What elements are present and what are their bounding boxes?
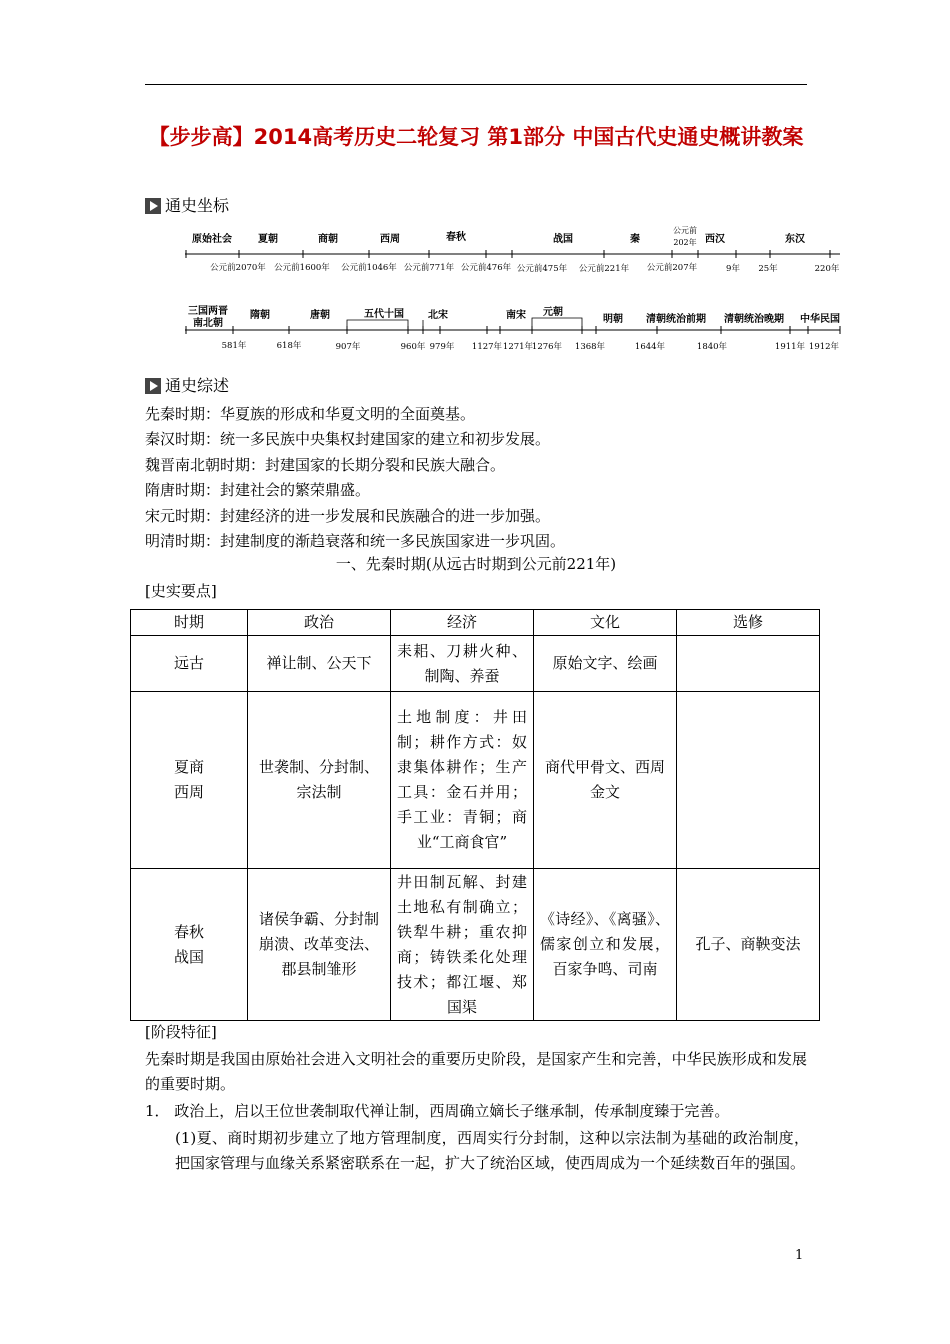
tl2-label-tang: 唐朝	[310, 310, 330, 321]
tl1-label-qin: 秦	[630, 234, 640, 245]
timeline-figure	[0, 0, 950, 360]
period-line: 夏商	[173, 758, 204, 776]
tl2-label-sanguo: 三国两晋	[188, 306, 228, 317]
document-title: 【步步高】2014高考历史二轮复习 第1部分 中国古代史通史概讲教案	[148, 125, 804, 149]
tl2-date-979: 979年	[429, 342, 455, 352]
header-cell: 时期	[131, 610, 248, 636]
header-cell: 文化	[534, 610, 677, 636]
page-number: 1	[795, 1248, 804, 1263]
politics-cell: 诸侯争霸、分封制崩溃、改革变法、郡县制雏形	[248, 869, 391, 1021]
economy-cell: 井田制瓦解、封建土地私有制确立；铁犁牛耕；重农抑商；铸铁柔化处理技术；都江堰、郑国渠	[391, 869, 534, 1021]
tl2-date-1840: 1840年	[696, 342, 728, 352]
tl1-label-shang: 商朝	[318, 234, 338, 245]
tl1-date-1600: 公元前1600年	[274, 263, 330, 273]
tl2-label-qing-early: 清朝统治前期	[646, 314, 706, 325]
period-cell	[131, 692, 248, 869]
point-1-sub: (1)夏、商时期初步建立了地方管理制度，西周实行分封制，这种以宗法制为基础的政治制度，把国家管理与血缘关系紧密联系在一起，扩大了统治区域，使西周成为一个延续数百年的强国。	[175, 1129, 809, 1172]
tl2-label-beisong: 北宋	[428, 310, 448, 321]
elective-cell	[677, 636, 820, 692]
economy-cell: 土地制度：井田制；耕作方式：奴隶集体耕作；生产工具：金石并用；手工业：青铜；商业“工商食官”	[391, 692, 534, 869]
tl2-date-1127: 1127年	[471, 342, 503, 352]
tl1-label-xia: 夏朝	[258, 234, 278, 245]
point-1: 1． 政治上，启以王位世袭制取代禅让制，西周确立嫡长子继承制，传承制度臻于完善。	[145, 1102, 730, 1120]
facts-table	[130, 609, 820, 1021]
overview-line: 魏晋南北朝时期：封建国家的长期分裂和民族大融合。	[145, 455, 506, 474]
tl1-date-9: 9年	[726, 264, 740, 274]
tl2-date-1911: 1911年	[774, 342, 806, 352]
culture-cell: 《诗经》、《离骚》、儒家创立和发展，百家争鸣、司南	[534, 869, 677, 1021]
section-heading-overview	[145, 376, 229, 396]
table-row	[131, 869, 820, 1021]
period-cell	[131, 869, 248, 1021]
tl2-label-wudai: 五代十国	[364, 309, 404, 320]
section-title: 一、先秦时期(从远古时期到公元前221年)	[335, 555, 617, 573]
tl1-label-yuanshi: 原始社会	[192, 234, 232, 245]
overview-heading: 通史综述	[165, 376, 230, 395]
tl1-date-220: 220年	[814, 264, 840, 274]
tl2-date-1644: 1644年	[634, 342, 666, 352]
tl2-date-1271: 1271年	[502, 342, 534, 352]
tl2-label-nansong: 南宋	[506, 310, 526, 321]
header-cell: 政治	[248, 610, 391, 636]
tl1-date-475: 公元前475年	[516, 264, 568, 274]
tl1-date-476: 公元前476年	[460, 263, 512, 273]
tl1-label-xihan: 西汉	[705, 234, 725, 245]
tl1-label-chunqiu: 春秋	[446, 232, 466, 243]
tl1-date-25: 25年	[758, 264, 778, 274]
politics-cell: 世袭制、分封制、宗法制	[248, 692, 391, 869]
period-cell: 远古	[131, 636, 248, 692]
table-row	[131, 636, 820, 692]
overview-line: 明清时期：封建制度的渐趋衰落和统一多民族国家进一步巩固。	[145, 532, 566, 551]
tl2-date-1276: 1276年	[531, 342, 563, 352]
tl2-label-yuan: 元朝	[543, 307, 563, 318]
tl1-label-xizhou: 西周	[380, 234, 400, 245]
overview-list	[145, 402, 815, 554]
culture-cell: 原始文字、绘画	[534, 636, 677, 692]
tl1-label-zhanguo: 战国	[553, 234, 573, 245]
table-header-row	[131, 610, 820, 636]
culture-cell: 商代甲骨文、西周金文	[534, 692, 677, 869]
stage-paragraph: 先秦时期是我国由原始社会进入文明社会的重要历史阶段，是国家产生和完善，中华民族形成和发展的重要时期。	[145, 1050, 807, 1093]
tl2-date-1912: 1912年	[808, 342, 840, 352]
tl1-date-1046: 公元前1046年	[341, 263, 397, 273]
tl2-label-minguo: 中华民国	[800, 314, 840, 325]
overview-line: 先秦时期：华夏族的形成和华夏文明的全面奠基。	[145, 405, 476, 423]
period-line: 战国	[173, 947, 204, 966]
tl1-label-gongyuanqian: 公元前	[673, 226, 697, 235]
tl1-label-donghan: 东汉	[785, 234, 805, 245]
tl1-date-771: 公元前771年	[403, 263, 455, 273]
tl2-date-960: 960年	[400, 342, 426, 352]
stage-label: [阶段特征]	[145, 1023, 217, 1041]
table-row	[131, 692, 820, 869]
tl1-date-2070: 公元前2070年	[210, 263, 266, 273]
tl2-date-618: 618年	[276, 341, 302, 351]
economy-cell: 耒耜、刀耕火种、制陶、养蚕	[391, 636, 534, 692]
tl1-date-207: 公元前207年	[646, 263, 698, 273]
facts-label: [史实要点]	[145, 582, 217, 600]
elective-cell: 孔子、商鞅变法	[677, 869, 820, 1021]
header-cell: 经济	[391, 610, 534, 636]
tl1-label-202: 202年	[673, 238, 697, 247]
play-arrow-icon	[145, 378, 161, 394]
tl2-label-sui: 隋朝	[250, 310, 270, 321]
coords-heading: 通史坐标	[165, 196, 230, 215]
overview-line: 宋元时期：封建经济的进一步发展和民族融合的进一步加强。	[145, 506, 551, 525]
tl2-date-1368: 1368年	[574, 342, 606, 352]
tl2-label-nanbeichao: 南北朝	[193, 318, 223, 329]
elective-cell	[677, 692, 820, 869]
period-line: 春秋	[173, 922, 204, 941]
period-line: 西周	[173, 783, 204, 801]
tl2-date-581: 581年	[221, 341, 247, 351]
tl2-date-907: 907年	[335, 342, 361, 352]
tl1-date-221: 公元前221年	[578, 264, 630, 274]
overview-line: 秦汉时期：统一多民族中央集权封建国家的建立和初步发展。	[145, 430, 551, 449]
tl2-label-qing-late: 清朝统治晚期	[724, 314, 784, 325]
politics-cell: 禅让制、公天下	[248, 636, 391, 692]
overview-line: 隋唐时期：封建社会的繁荣鼎盛。	[145, 481, 371, 500]
tl2-label-ming: 明朝	[603, 314, 623, 325]
header-cell: 选修	[677, 610, 820, 636]
